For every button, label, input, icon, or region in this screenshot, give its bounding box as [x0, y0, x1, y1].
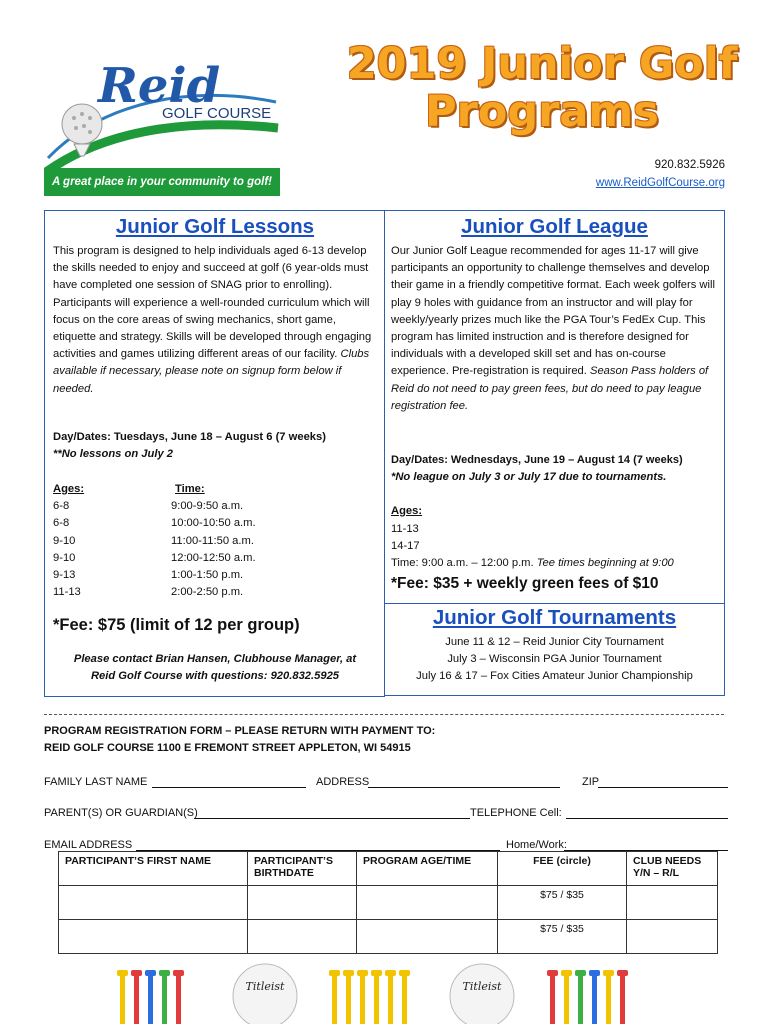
lessons-no-lessons: **No lessons on July 2: [53, 448, 173, 460]
time-header: Time:: [175, 483, 205, 495]
tournaments-section: [384, 602, 725, 696]
age-item: 6-8: [53, 500, 70, 513]
telephone-field[interactable]: [566, 807, 728, 819]
col-first-name: PARTICIPANT’S FIRST NAME: [59, 852, 248, 886]
parent-label: PARENT(S) OR GUARDIAN(S): [44, 807, 198, 819]
col-birthdate: PARTICIPANT’S BIRTHDATE: [248, 852, 357, 886]
age-item: 9-13: [53, 569, 76, 582]
league-description: [391, 243, 719, 415]
time-item: 10:00-10:50 a.m.: [171, 517, 256, 530]
email-label: EMAIL ADDRESS: [44, 839, 133, 851]
family-last-name-field[interactable]: [152, 776, 306, 788]
golf-ball-icon: [450, 964, 514, 1024]
fee-option[interactable]: $75 / $35: [498, 886, 627, 920]
tournament-item: June 11 & 12 – Reid Junior City Tournament: [445, 636, 664, 648]
col-club-needs: CLUB NEEDS Y/N – R/L: [627, 852, 718, 886]
page-title: [322, 40, 762, 136]
lessons-section: [44, 210, 385, 697]
time-item: 9:00-9:50 a.m.: [171, 500, 244, 513]
birthdate-cell[interactable]: [248, 920, 357, 954]
league-no-league: *No league on July 3 or July 17 due to tournaments.: [391, 471, 667, 483]
age-item: 9-10: [53, 534, 76, 547]
zip-label: ZIP: [582, 776, 600, 788]
golf-ball-icon: [233, 964, 297, 1024]
fee-option[interactable]: $75 / $35: [498, 920, 627, 954]
lessons-body: This program is designed to help individuals aged 6-13 develop the skills needed to enjoy and succeed at golf (6 year-olds must have completed one session of SNAG prior to enrolling). Participants will experience a well-rounded curriculum which will focus on the core areas of swing mechanics, short game, etiquette and strategy. Skills will be developed through engaging activities and games utilizing different areas of our facility.: [53, 245, 372, 361]
registration-address: REID GOLF COURSE 1100 E FREMONT STREET APPLETON, WI 54915: [44, 742, 411, 754]
website-link[interactable]: www.ReidGolfCourse.org: [595, 177, 725, 189]
col-program: PROGRAM AGE/TIME: [357, 852, 498, 886]
address-label: ADDRESS: [316, 776, 370, 788]
email-field[interactable]: [136, 839, 500, 851]
program-cell[interactable]: [357, 920, 498, 954]
table-row: [59, 886, 718, 920]
league-dates: Day/Dates: Wednesdays, June 19 – August 14 (7 weeks): [391, 454, 683, 466]
lessons-dates: Day/Dates: Tuesdays, June 18 – August 6 (7 weeks): [53, 431, 326, 443]
age-item: 6-8: [53, 517, 70, 530]
lessons-description: [53, 243, 378, 398]
time-item: 12:00-12:50 a.m.: [171, 551, 256, 564]
cut-line-divider: [44, 714, 724, 715]
zip-field[interactable]: [598, 776, 728, 788]
lessons-contact-1: Please contact Brian Hansen, Clubhouse Manager, at: [73, 653, 357, 665]
telephone-label: TELEPHONE Cell:: [470, 807, 562, 819]
tees-middle-icon: [329, 970, 410, 1024]
league-fee: *Fee: $35 + weekly green fees of $10: [391, 575, 659, 592]
league-body-italic: Season Pass holders of Reid do not need to pay green fees, but do need to pay league registration fee.: [391, 365, 709, 412]
league-ages-header: Ages:: [391, 505, 423, 517]
ball-brand: Titleist: [245, 980, 285, 993]
phone-number: 920.832.5926: [654, 159, 725, 171]
birthdate-cell[interactable]: [248, 886, 357, 920]
tees-right-icon: [547, 970, 628, 1024]
league-section: [384, 210, 725, 604]
club-needs-cell[interactable]: [627, 886, 718, 920]
lessons-fee: *Fee: $75 (limit of 12 per group): [53, 616, 300, 634]
tagline: A great place in your community to golf!: [44, 168, 280, 196]
parent-field[interactable]: [194, 807, 470, 819]
home-work-field[interactable]: [564, 839, 728, 851]
tournament-item: July 16 & 17 – Fox Cities Amateur Junior Championship: [416, 670, 693, 682]
participant-table: [58, 851, 718, 954]
time-item: 2:00-2:50 p.m.: [171, 586, 244, 599]
home-work-label: Home/Work:: [506, 839, 567, 851]
ages-column: [53, 481, 133, 601]
league-time-italic: Tee times beginning at 9:00: [536, 557, 674, 569]
tournaments-heading: Junior Golf Tournaments: [432, 606, 677, 629]
col-fee: FEE (circle): [498, 852, 627, 886]
time-item: 1:00-1:50 p.m.: [171, 569, 244, 582]
title-line-1: 2019 Junior Golf: [346, 39, 738, 89]
logo-sub: GOLF COURSE: [162, 105, 272, 122]
table-row: [59, 920, 718, 954]
footer-graphics: [110, 960, 710, 1024]
age-item: 9-10: [53, 551, 76, 564]
tournament-item: July 3 – Wisconsin PGA Junior Tournament: [447, 653, 662, 665]
club-needs-cell[interactable]: [627, 920, 718, 954]
league-age-item: 11-13: [391, 523, 419, 535]
table-header-row: [59, 852, 718, 886]
tees-left-icon: [117, 970, 184, 1024]
lessons-contact-2: Reid Golf Course with questions: 920.832.5925: [90, 670, 340, 682]
time-item: 11:00-11:50 a.m.: [171, 534, 254, 547]
league-body: Our Junior Golf League recommended for ages 11-17 will give participants an opportunity to challenge themselves and develop their game in a friendly competitive format. Each week golfers will play 9 holes with guidance from an instructor and will play for weekly/yearly prizes much like the PGA Tour’s FedEx Cup. This program has limited instruction and is therefore designed for individuals with a developed skill set and has on-course experience. Pre-registration is required.: [391, 245, 715, 378]
age-item: 11-13: [53, 586, 81, 599]
address-field[interactable]: [368, 776, 560, 788]
program-cell[interactable]: [357, 886, 498, 920]
ball-brand: Titleist: [462, 980, 502, 993]
ages-header: Ages:: [53, 483, 85, 495]
title-line-2: Programs: [425, 87, 659, 137]
logo-name: Reid: [98, 58, 221, 114]
family-last-name-label: FAMILY LAST NAME: [44, 776, 148, 788]
league-time: [391, 555, 723, 572]
first-name-cell[interactable]: [59, 886, 248, 920]
times-column: [171, 481, 311, 601]
lessons-heading: Junior Golf Lessons: [115, 215, 315, 238]
league-heading: Junior Golf League: [461, 215, 648, 238]
first-name-cell[interactable]: [59, 920, 248, 954]
lessons-body-italic: Clubs available if necessary, please note on signup form below if needed.: [53, 348, 370, 395]
league-age-item: 14-17: [391, 540, 420, 552]
league-time-text: Time: 9:00 a.m. – 12:00 p.m.: [391, 557, 534, 569]
registration-title: PROGRAM REGISTRATION FORM – PLEASE RETURN WITH PAYMENT TO:: [44, 725, 436, 737]
